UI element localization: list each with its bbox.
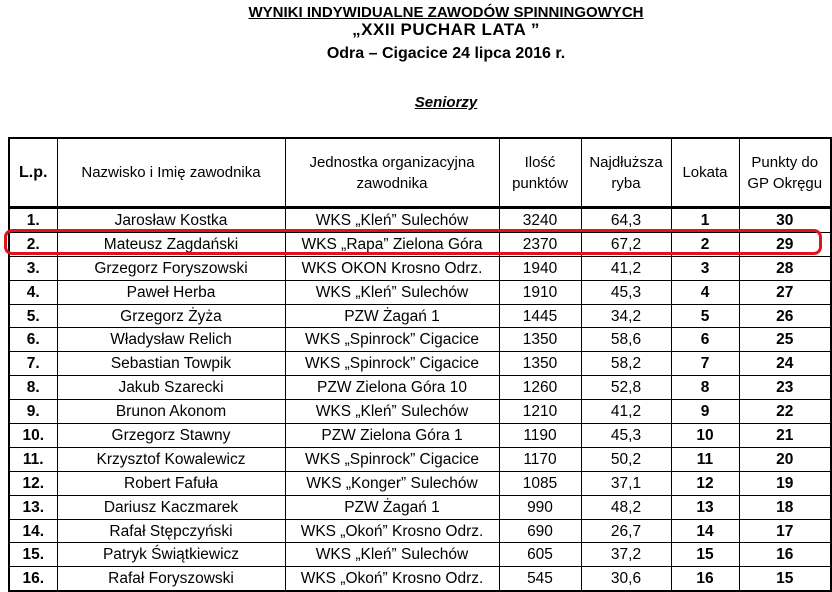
row-name: Rafał Stępczyński [57, 519, 285, 543]
table-row [9, 495, 831, 519]
col-gp-header: Punkty do GP Okręgu [739, 138, 831, 208]
row-sector: 12 [671, 471, 739, 495]
row-longest: 45,3 [581, 424, 671, 448]
row-lp: 11. [9, 447, 57, 471]
row-name: Grzegorz Stawny [57, 424, 285, 448]
row-unit: PZW Żagań 1 [285, 304, 499, 328]
row-sector: 6 [671, 328, 739, 352]
row-gp: 18 [739, 495, 831, 519]
row-name: Jarosław Kostka [57, 208, 285, 233]
row-gp: 20 [739, 447, 831, 471]
row-longest: 67,2 [581, 232, 671, 256]
table-row [9, 424, 831, 448]
row-sector: 5 [671, 304, 739, 328]
row-name: Grzegorz Foryszowski [57, 256, 285, 280]
row-gp: 27 [739, 280, 831, 304]
row-unit: WKS „Spinrock” Cigacice [285, 447, 499, 471]
row-gp: 30 [739, 208, 831, 233]
row-lp: 1. [9, 208, 57, 233]
row-longest: 48,2 [581, 495, 671, 519]
table-row [9, 304, 831, 328]
row-name: Sebastian Towpik [57, 352, 285, 376]
row-name: Mateusz Zagdański [57, 232, 285, 256]
row-points: 1260 [499, 376, 581, 400]
row-sector: 1 [671, 208, 739, 233]
row-longest: 41,2 [581, 400, 671, 424]
row-lp: 15. [9, 543, 57, 567]
row-sector: 8 [671, 376, 739, 400]
row-unit: PZW Zielona Góra 1 [285, 424, 499, 448]
row-name: Krzysztof Kowalewicz [57, 447, 285, 471]
row-points: 1085 [499, 471, 581, 495]
row-unit: WKS „Rapa” Zielona Góra [285, 232, 499, 256]
row-unit: WKS „Konger” Sulechów [285, 471, 499, 495]
row-unit: WKS „Okoń” Krosno Odrz. [285, 567, 499, 591]
row-longest: 50,2 [581, 447, 671, 471]
row-name: Dariusz Kaczmarek [57, 495, 285, 519]
row-gp: 15 [739, 567, 831, 591]
table-row [9, 280, 831, 304]
col-points-header: Ilość punktów [499, 138, 581, 208]
row-points: 2370 [499, 232, 581, 256]
event-location-date: Odra – Cigacice 24 lipca 2016 r. [326, 45, 566, 62]
table-row [9, 543, 831, 567]
row-gp: 24 [739, 352, 831, 376]
table-row [9, 447, 831, 471]
row-longest: 41,2 [581, 256, 671, 280]
table-row [9, 352, 831, 376]
row-longest: 37,2 [581, 543, 671, 567]
row-sector: 7 [671, 352, 739, 376]
row-sector: 16 [671, 567, 739, 591]
row-lp: 2. [9, 232, 57, 256]
row-unit: WKS „Spinrock” Cigacice [285, 328, 499, 352]
row-longest: 37,1 [581, 471, 671, 495]
row-sector: 11 [671, 447, 739, 471]
table-row [9, 208, 831, 233]
row-lp: 3. [9, 256, 57, 280]
table-row [9, 519, 831, 543]
row-gp: 26 [739, 304, 831, 328]
row-sector: 15 [671, 543, 739, 567]
table-header-row [9, 138, 831, 208]
row-points: 1445 [499, 304, 581, 328]
row-unit: WKS OKON Krosno Odrz. [285, 256, 499, 280]
row-gp: 25 [739, 328, 831, 352]
row-lp: 9. [9, 400, 57, 424]
table-row [9, 567, 831, 591]
col-name-header: Nazwisko i Imię zawodnika [57, 138, 285, 208]
row-points: 1170 [499, 447, 581, 471]
row-gp: 23 [739, 376, 831, 400]
row-name: Patryk Świątkiewicz [57, 543, 285, 567]
row-lp: 5. [9, 304, 57, 328]
row-name: Robert Fafuła [57, 471, 285, 495]
row-points: 990 [499, 495, 581, 519]
row-sector: 9 [671, 400, 739, 424]
col-longest-header: Najdłuższa ryba [581, 138, 671, 208]
row-lp: 7. [9, 352, 57, 376]
table-row [9, 328, 831, 352]
row-unit: WKS „Spinrock” Cigacice [285, 352, 499, 376]
table-row [9, 376, 831, 400]
row-points: 1210 [499, 400, 581, 424]
col-sector-header: Lokata [671, 138, 739, 208]
row-points: 545 [499, 567, 581, 591]
row-lp: 14. [9, 519, 57, 543]
row-gp: 19 [739, 471, 831, 495]
row-unit: WKS „Kleń” Sulechów [285, 400, 499, 424]
row-name: Władysław Relich [57, 328, 285, 352]
row-unit: WKS „Okoń” Krosno Odrz. [285, 519, 499, 543]
row-gp: 28 [739, 256, 831, 280]
row-points: 1910 [499, 280, 581, 304]
row-lp: 10. [9, 424, 57, 448]
results-table [8, 137, 832, 592]
row-name: Jakub Szarecki [57, 376, 285, 400]
row-points: 605 [499, 543, 581, 567]
row-gp: 21 [739, 424, 831, 448]
row-name: Grzegorz Żyża [57, 304, 285, 328]
row-lp: 13. [9, 495, 57, 519]
row-points: 1350 [499, 328, 581, 352]
row-gp: 17 [739, 519, 831, 543]
row-gp: 16 [739, 543, 831, 567]
row-sector: 2 [671, 232, 739, 256]
table-row [9, 232, 831, 256]
table-row [9, 400, 831, 424]
competition-name: „XXII PUCHAR LATA ” [352, 20, 540, 39]
row-name: Brunon Akonom [57, 400, 285, 424]
col-unit-header: Jednostka organizacyjna zawodnika [285, 138, 499, 208]
row-points: 690 [499, 519, 581, 543]
row-lp: 6. [9, 328, 57, 352]
row-gp: 29 [739, 232, 831, 256]
row-lp: 4. [9, 280, 57, 304]
row-unit: PZW Zielona Góra 10 [285, 376, 499, 400]
row-sector: 3 [671, 256, 739, 280]
col-lp-header: L.p. [9, 138, 57, 208]
row-gp: 22 [739, 400, 831, 424]
row-sector: 4 [671, 280, 739, 304]
row-longest: 58,2 [581, 352, 671, 376]
row-sector: 10 [671, 424, 739, 448]
category-label: Seniorzy [414, 94, 478, 111]
row-points: 1350 [499, 352, 581, 376]
table-row [9, 471, 831, 495]
row-longest: 34,2 [581, 304, 671, 328]
row-sector: 13 [671, 495, 739, 519]
row-longest: 45,3 [581, 280, 671, 304]
row-name: Paweł Herba [57, 280, 285, 304]
row-lp: 12. [9, 471, 57, 495]
row-unit: WKS „Kleń” Sulechów [285, 280, 499, 304]
row-longest: 58,6 [581, 328, 671, 352]
row-longest: 26,7 [581, 519, 671, 543]
row-lp: 16. [9, 567, 57, 591]
row-sector: 14 [671, 519, 739, 543]
row-unit: WKS „Kleń” Sulechów [285, 543, 499, 567]
row-lp: 8. [9, 376, 57, 400]
row-points: 3240 [499, 208, 581, 233]
row-points: 1940 [499, 256, 581, 280]
row-name: Rafał Foryszowski [57, 567, 285, 591]
row-points: 1190 [499, 424, 581, 448]
doc-title: WYNIKI INDYWIDUALNE ZAWODÓW SPINNINGOWYCH [248, 4, 644, 21]
row-longest: 64,3 [581, 208, 671, 233]
row-unit: PZW Żagań 1 [285, 495, 499, 519]
row-unit: WKS „Kleń” Sulechów [285, 208, 499, 233]
row-longest: 30,6 [581, 567, 671, 591]
row-longest: 52,8 [581, 376, 671, 400]
table-row [9, 256, 831, 280]
